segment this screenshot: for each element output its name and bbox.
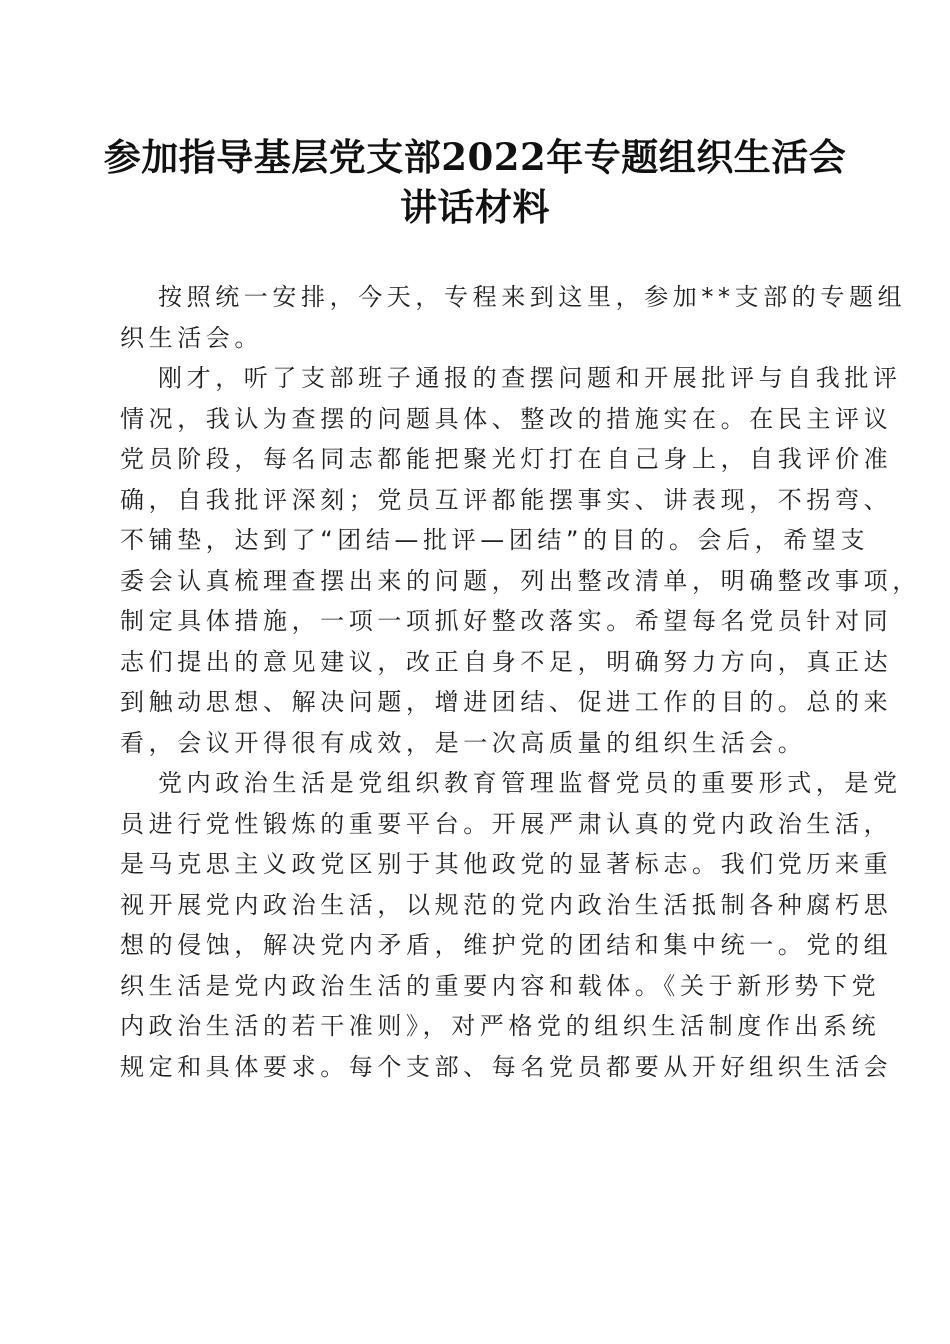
title-line: 讲话材料	[400, 185, 550, 229]
paragraph	[120, 763, 902, 1087]
paragraph-line: 党内政治生活是党组织教育管理监督党员的重要形式，是党	[158, 769, 902, 797]
paragraph	[120, 358, 921, 763]
paragraph-line: 志们提出的意见建议，改正自身不足，明确努力方向，真正达	[120, 647, 893, 676]
paragraph-line: 制定具体措施，一项一项抓好整改落实。希望每名党员针对同	[120, 607, 893, 635]
paragraph	[120, 277, 907, 358]
paragraph-line: 到触动思想、解决问题，增进团结、促进工作的目的。总的来	[120, 688, 893, 716]
paragraph-line: 刚才，听了支部班子通报的查摆问题和开展批评与自我批评	[158, 364, 902, 392]
document-body	[120, 277, 921, 1087]
title-line: 参加指导基层党支部2022年专题组织生活会	[103, 135, 847, 179]
paragraph-line: 按照统一安排，今天，专程来到这里，参加**支部的专题组	[158, 283, 907, 311]
paragraph-line: 是马克思主义政党区别于其他政党的显著标志。我们党历来重	[120, 850, 893, 878]
paragraph-line: 情况，我认为查摆的问题具体、整改的措施实在。在民主评议	[120, 404, 893, 433]
paragraph-line: 不铺垫，达到了“团结—批评—团结”的目的。会后，希望支	[120, 526, 870, 554]
paragraph-line: 内政治生活的若干准则》，对严格党的组织生活制度作出系统	[120, 1012, 881, 1040]
paragraph-line: 规定和具体要求。每个支部、每名党员都要从开好组织生活会	[120, 1052, 893, 1081]
paragraph-line: 委会认真梳理查摆出来的问题，列出整改清单，明确整改事项，	[120, 566, 921, 595]
paragraph-line: 员进行党性锻炼的重要平台。开展严肃认真的党内政治生活，	[120, 809, 893, 838]
paragraph-line: 看，会议开得很有成效，是一次高质量的组织生活会。	[120, 728, 807, 757]
paragraph-line: 想的侵蚀，解决党内矛盾，维护党的团结和集中统一。党的组	[120, 931, 893, 959]
paragraph-line: 确，自我批评深刻；党员互评都能摆事实、讲表现，不拐弯、	[120, 485, 893, 514]
paragraph-line: 视开展党内政治生活，以规范的党内政治生活抵制各种腐朽思	[120, 890, 893, 919]
paragraph-line: 织生活是党内政治生活的重要内容和载体。《关于新形势下党	[120, 971, 881, 1000]
paragraph-line: 织生活会。	[120, 323, 263, 352]
paragraph-line: 党员阶段，每名同志都能把聚光灯打在自己身上，自我评价准	[120, 445, 893, 473]
document-title	[100, 132, 850, 232]
